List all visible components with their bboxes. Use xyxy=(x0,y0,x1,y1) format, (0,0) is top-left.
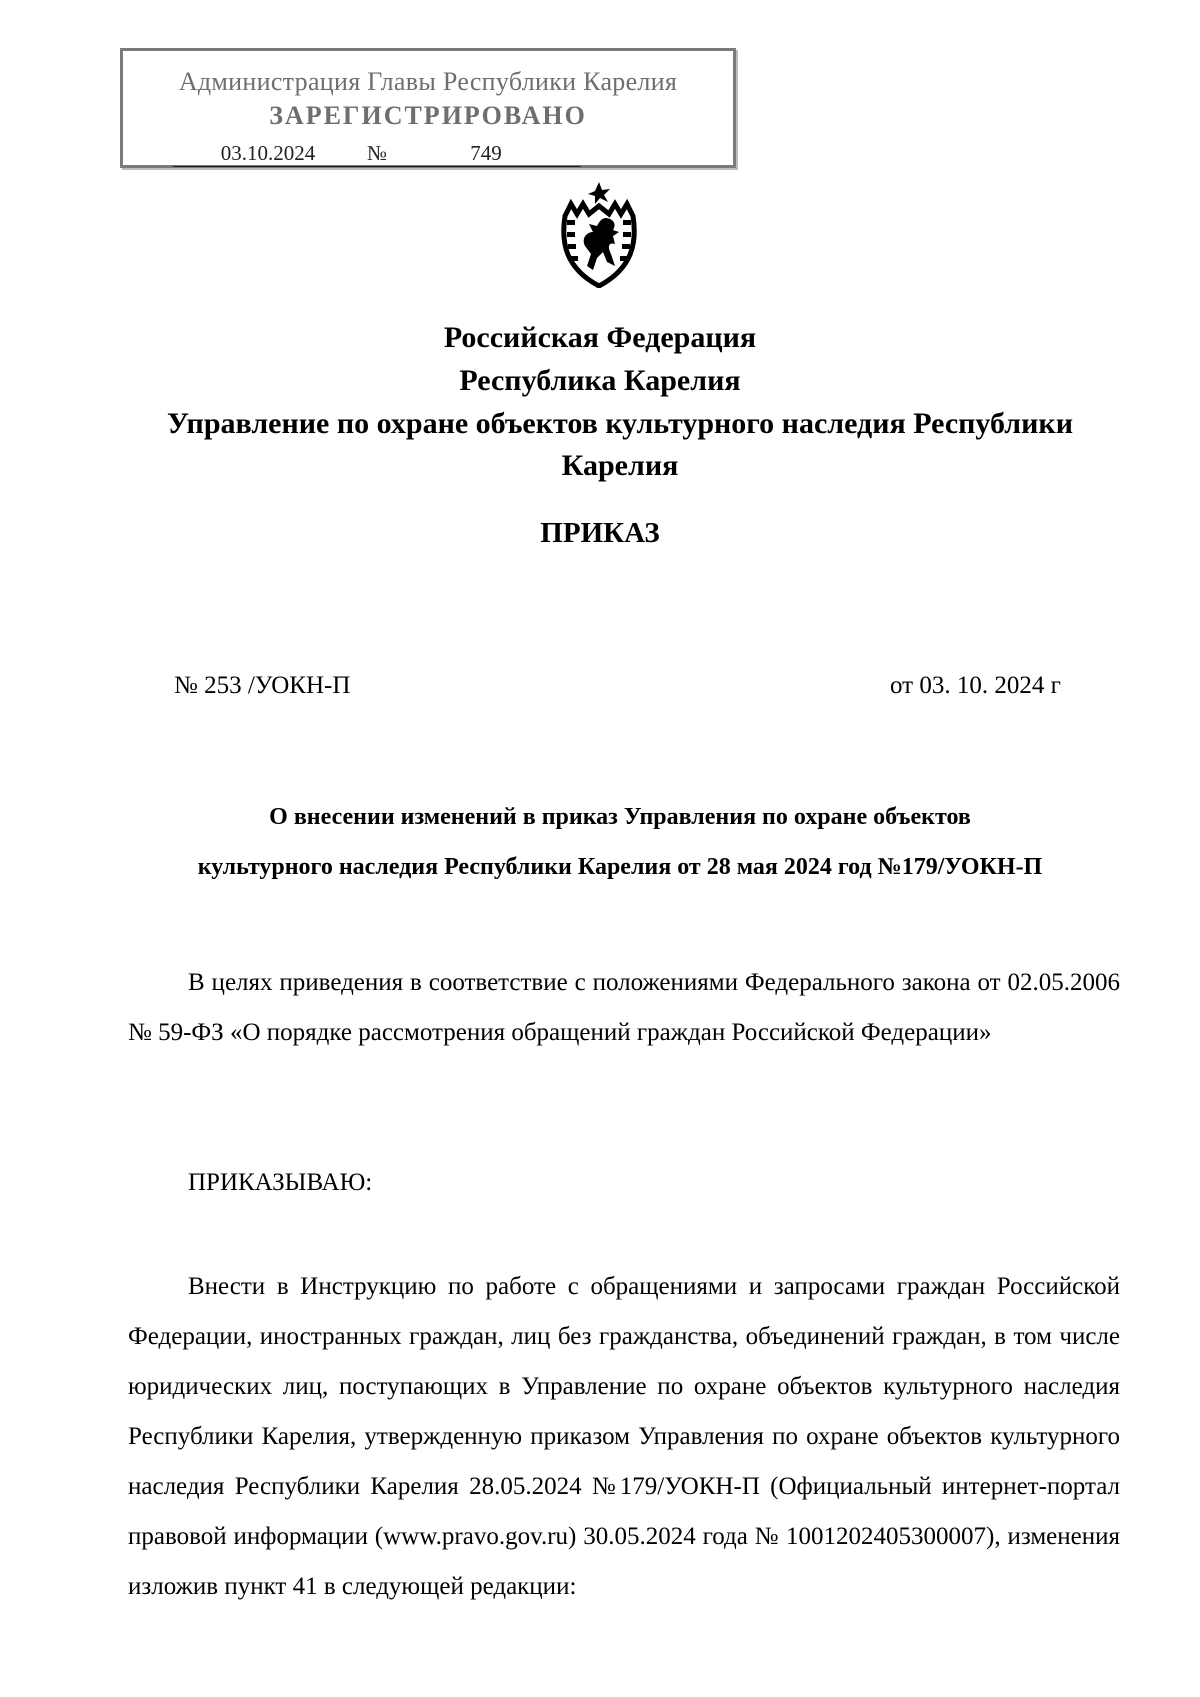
karelia-coat-of-arms-icon xyxy=(553,182,645,288)
stamp-number: 749 xyxy=(391,141,581,167)
subject-line-1: О внесении изменений в приказ Управления по охране объектов xyxy=(269,804,971,830)
document-type: ПРИКАЗ xyxy=(540,517,660,549)
stamp-date: 03.10.2024 xyxy=(173,141,363,167)
stamp-registration-line xyxy=(173,141,581,167)
order-number: № 253 /УОКН-П xyxy=(174,672,351,699)
order-date: от 03. 10. 2024 г xyxy=(890,672,1061,699)
main-paragraph: Внести в Инструкцию по работе с обращениями и запросами граждан Российской Федерации, иностранных граждан, лиц без гражданства, объединений граждан, в том числе юридических лиц, поступающих в Управление по охране объектов культурного наследия Республики Карелия, утвержденную приказом Управления по охране объектов культурного наследия Республики Карелия 28.05.2024 №179/УОКН-П (Официальный интернет-портал правовой информации (www.pravo.gov.ru) 30.05.2024 года № 1001202405300007), изменения изложив пункт 41 в следующей редакции: xyxy=(128,1273,1120,1600)
preamble-paragraph: В целях приведения в соответствие с положениями Федерального закона от 02.05.2006 № 59-ФЗ «О порядке рассмотрения обращений граждан Российской Федерации» xyxy=(128,969,1120,1046)
registration-stamp xyxy=(120,48,736,168)
country-title: Российская Федерация xyxy=(443,321,757,354)
agency-title: Управление по охране объектов культурного наследия Республики Карелия xyxy=(167,407,1073,482)
region-title: Республика Карелия xyxy=(459,364,741,397)
command-word: ПРИКАЗЫВАЮ: xyxy=(188,1169,373,1196)
stamp-status: ЗАРЕГИСТРИРОВАНО xyxy=(269,101,587,130)
stamp-number-sign: № xyxy=(363,141,391,167)
stamp-organization: Администрация Главы Республики Карелия xyxy=(178,67,678,96)
subject-line-2: культурного наследия Республики Карелия от 28 мая 2024 год №179/УОКН-П xyxy=(197,854,1043,880)
